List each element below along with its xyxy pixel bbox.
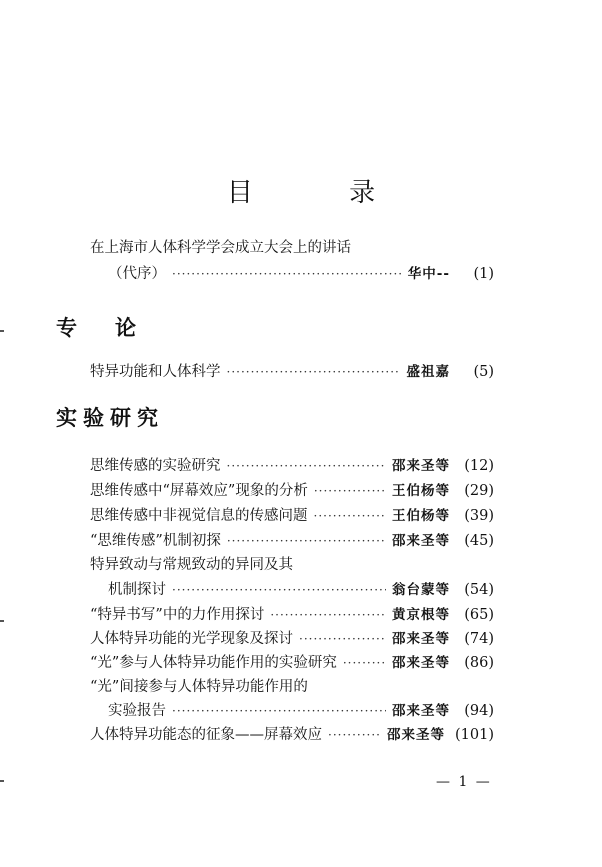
entry-title: 机制探讨: [108, 582, 166, 598]
scan-edge-mark: [0, 620, 4, 622]
leader-dots: [328, 728, 381, 742]
entry-author: 邵来圣等: [392, 703, 450, 719]
entry-page: (12): [464, 458, 494, 474]
entry-page: (101): [455, 727, 494, 743]
toc-entry: [90, 627, 494, 649]
toc-entry: [90, 651, 494, 673]
entry-title: 人体特异功能态的征象——屏幕效应: [90, 727, 322, 743]
entry-page: (45): [464, 533, 494, 549]
entry-page: (29): [464, 483, 494, 499]
entry-author: 邵来圣等: [392, 533, 450, 549]
entry-title: “思维传感”机制初探: [90, 533, 221, 549]
leader-dots: [172, 583, 386, 597]
entry-author: 邵来圣等: [392, 655, 450, 671]
entry-author: 黄京根等: [392, 607, 450, 623]
toc-entry: [90, 454, 494, 476]
scan-edge-mark: [0, 330, 4, 332]
entry-author: 邵来圣等: [392, 631, 450, 647]
toc-entry: [90, 529, 494, 551]
toc-entry: [90, 723, 494, 745]
leader-dots: [314, 509, 387, 523]
entry-page: (54): [464, 582, 494, 598]
section-heading: 实验研究: [56, 406, 164, 430]
entry-author: 盛祖嘉: [406, 364, 450, 380]
entry-title: 人体特异功能的光学现象及探讨: [90, 631, 293, 647]
toc-entry-line1: [90, 553, 293, 575]
leader-dots: [227, 534, 386, 548]
scan-edge-mark: [0, 780, 4, 782]
toc-entry: [90, 479, 494, 501]
entry-title: 思维传感中“屏幕效应”现象的分析: [90, 483, 308, 499]
toc-entry-preface-line2: [108, 262, 494, 284]
entry-author: 邵来圣等: [387, 727, 445, 743]
entry-title: “光”间接参与人体特异功能作用的: [90, 679, 308, 695]
toc-entry-line2: [108, 699, 494, 721]
page-number: — 1 —: [436, 774, 492, 790]
entry-author: 邵来圣等: [392, 458, 450, 474]
toc-entry-preface-line1: [90, 236, 351, 258]
leader-dots: [172, 267, 402, 281]
entry-title: “光”参与人体特异功能作用的实验研究: [90, 655, 337, 671]
entry-page: (5): [473, 364, 494, 380]
entry-title: “特异书写”中的力作用探讨: [90, 607, 265, 623]
entry-title: 特异致动与常规致动的异同及其: [90, 557, 293, 573]
entry-title: 在上海市人体科学学会成立大会上的讲话: [90, 240, 351, 256]
entry-author: 华中--: [407, 266, 450, 282]
entry-title: 实验报告: [108, 703, 166, 719]
leader-dots: [227, 459, 387, 473]
toc-entry-line2: [108, 578, 494, 600]
entry-title: （代序）: [108, 266, 166, 282]
entry-page: (65): [464, 607, 494, 623]
toc-entry: [90, 360, 494, 382]
entry-title: 特异功能和人体科学: [90, 364, 221, 380]
entry-page: (1): [473, 266, 494, 282]
entry-author: 王伯杨等: [392, 508, 450, 524]
entry-author: 翁台蒙等: [392, 582, 450, 598]
entry-page: (86): [464, 655, 494, 671]
entry-page: (39): [464, 508, 494, 524]
leader-dots: [227, 365, 401, 379]
entry-page: (74): [464, 631, 494, 647]
leader-dots: [343, 656, 386, 670]
leader-dots: [270, 608, 386, 622]
page-title: 目 录: [226, 178, 420, 208]
toc-entry: [90, 504, 494, 526]
entry-title: 思维传感中非视觉信息的传感问题: [90, 508, 308, 524]
entry-title: 思维传感的实验研究: [90, 458, 221, 474]
toc-entry: [90, 603, 494, 625]
entry-author: 王伯杨等: [392, 483, 450, 499]
entry-page: (94): [464, 703, 494, 719]
leader-dots: [314, 484, 386, 498]
section-heading: 专论: [56, 316, 174, 340]
leader-dots: [172, 704, 386, 718]
toc-entry-line1: [90, 675, 308, 697]
leader-dots: [299, 632, 386, 646]
